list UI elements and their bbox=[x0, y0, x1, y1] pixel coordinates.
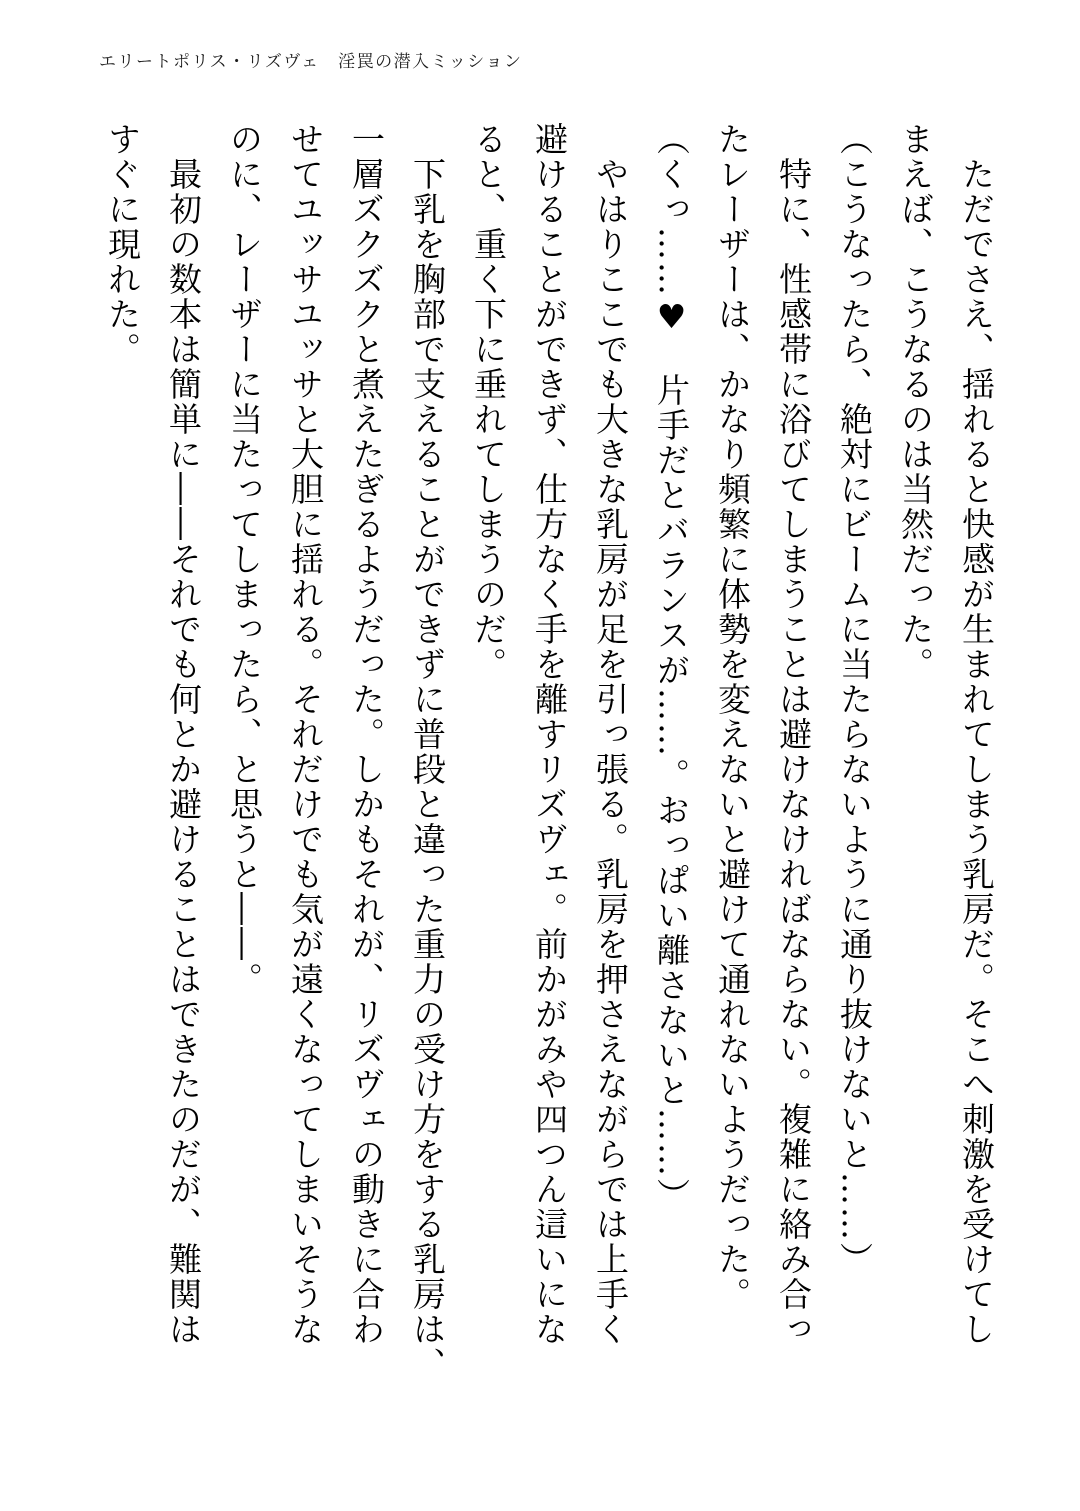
text-column: ただでさえ、揺れると快感が生まれてしまう乳房だ。そこへ刺激を受けてし bbox=[957, 122, 996, 1347]
text-column: ると、重く下に垂れてしまうのだ。 bbox=[469, 122, 508, 682]
text-column: 一層ズクズクと煮えたぎるようだった。しかもそれが、リズヴェの動きに合わ bbox=[347, 122, 386, 1347]
text-column: 避けることができず、仕方なく手を離すリズヴェ。前かがみや四つん這いにな bbox=[530, 122, 569, 1347]
text-column: たレーザーは、かなり頻繁に体勢を変えないと避けて通れないようだった。 bbox=[713, 122, 752, 1312]
running-header-title: エリートポリス・リズヴェ 淫罠の潜入ミッション bbox=[99, 52, 523, 72]
text-column: （くっ……♥ 片手だとバランスが……。おっぱい離さないと……） bbox=[652, 122, 691, 1213]
text-column: のに、レーザーに当たってしまったら、と思うと――。 bbox=[225, 122, 264, 997]
text-column: せてユッサユッサと大胆に揺れる。それだけでも気が遠くなってしまいそうな bbox=[286, 122, 325, 1347]
vertical-text-block bbox=[92, 122, 1007, 1452]
text-column: やはりここでも大きな乳房が足を引っ張る。乳房を押さえながらでは上手く bbox=[591, 122, 630, 1347]
text-column: （こうなったら、絶対にビームに当たらないように通り抜けないと……） bbox=[835, 122, 874, 1277]
text-column: すぐに現れた。 bbox=[103, 122, 142, 367]
text-column: 最初の数本は簡単に――それでも何とか避けることはできたのだが、難関は bbox=[164, 122, 203, 1347]
text-column: 下乳を胸部で支えることができずに普段と違った重力の受け方をする乳房は、 bbox=[408, 122, 447, 1382]
text-column: 特に、性感帯に浴びてしまうことは避けなければならない。複雑に絡み合っ bbox=[774, 122, 813, 1347]
text-column: まえば、こうなるのは当然だった。 bbox=[896, 122, 935, 682]
